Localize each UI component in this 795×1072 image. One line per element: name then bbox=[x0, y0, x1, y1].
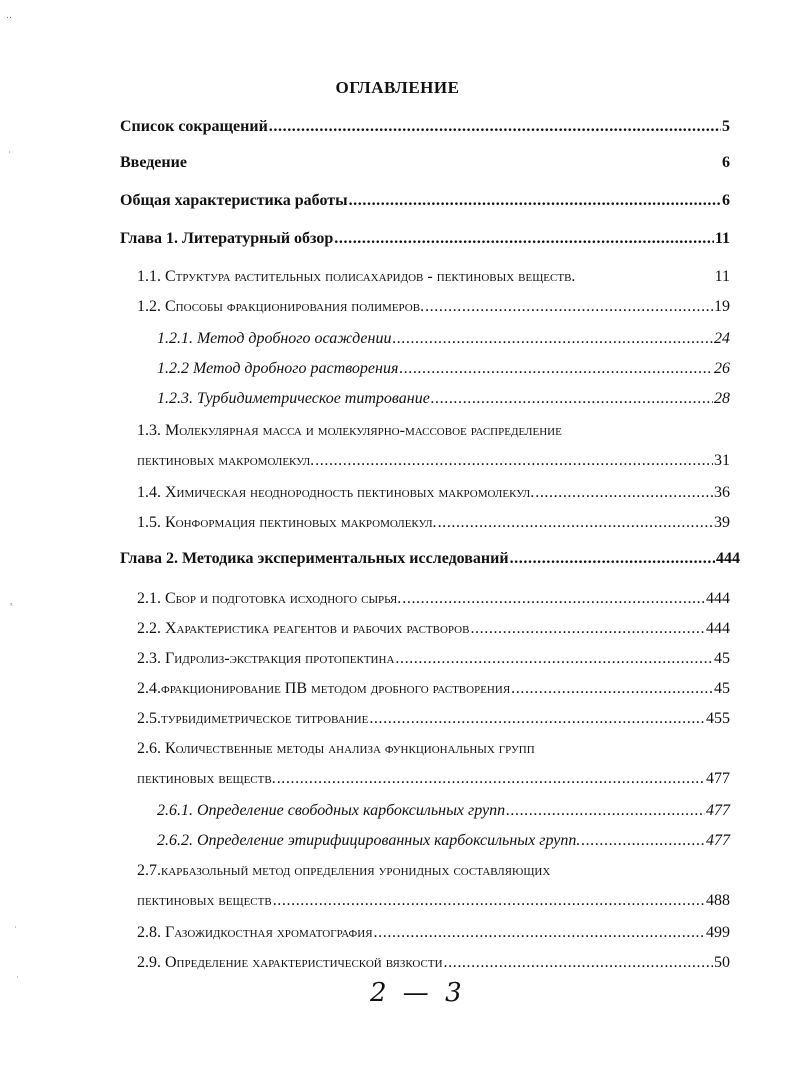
toc-entry-label: 2.9. Определение характеристической вязкости bbox=[137, 954, 443, 971]
toc-entry[interactable] bbox=[157, 330, 730, 348]
toc-entry[interactable] bbox=[157, 360, 730, 378]
toc-leader bbox=[470, 620, 705, 638]
toc-leader bbox=[581, 832, 705, 850]
toc-entry-label: 1.2.1. Метод дробного осаждении bbox=[157, 330, 392, 347]
toc-entry[interactable] bbox=[137, 650, 730, 668]
scan-speck: ‥ bbox=[6, 10, 13, 20]
toc-entry-page: 45 bbox=[714, 680, 730, 697]
toc-leader bbox=[425, 298, 713, 316]
toc-entry[interactable] bbox=[137, 514, 730, 532]
toc-entry-label: 2.4.фракционирование ПВ методом дробного растворения bbox=[137, 680, 511, 697]
toc-entry[interactable] bbox=[120, 154, 730, 172]
toc-entry[interactable] bbox=[120, 230, 730, 248]
handwritten-page-note: 2 — 3 bbox=[370, 978, 466, 1008]
toc-entry-label: пектиновых веществ bbox=[137, 892, 272, 909]
toc-entry[interactable] bbox=[137, 452, 730, 470]
scan-speck: ʾ bbox=[8, 150, 11, 160]
toc-leader bbox=[399, 360, 713, 378]
toc-entry-label: 2.3. Гидролиз-экстракция протопектина bbox=[137, 650, 395, 667]
toc-entry[interactable] bbox=[137, 770, 730, 788]
toc-entry[interactable] bbox=[120, 118, 730, 136]
toc-entry[interactable] bbox=[137, 590, 730, 608]
toc-leader bbox=[374, 924, 705, 942]
toc-entry-page: 488 bbox=[706, 892, 730, 909]
toc-entry-label: 1.2.2 Метод дробного растворения bbox=[157, 360, 399, 377]
toc-entry-page: 45 bbox=[714, 650, 730, 667]
toc-entry-page: 24 bbox=[714, 330, 730, 347]
toc-leader bbox=[369, 710, 705, 728]
toc-entry[interactable] bbox=[137, 862, 730, 880]
toc-leader bbox=[273, 892, 705, 910]
toc-entry-page: 50 bbox=[714, 954, 730, 971]
toc-entry-label: пектиновых макромолекул. bbox=[137, 452, 315, 469]
toc-entry[interactable] bbox=[137, 892, 730, 910]
toc-leader bbox=[431, 390, 713, 408]
toc-entry-page: 477 bbox=[706, 802, 730, 819]
toc-entry-page: 444 bbox=[716, 550, 740, 567]
toc-entry-label: пектиновых веществ. bbox=[137, 770, 276, 787]
toc-entry-page: 26 bbox=[714, 360, 730, 377]
toc-entry-label: Глава 2. Методика экспериментальных исследований bbox=[120, 550, 509, 567]
toc-entry-page: 19 bbox=[714, 298, 730, 315]
toc-entry-label: Список сокращений bbox=[120, 118, 268, 135]
toc-entry[interactable] bbox=[137, 710, 730, 728]
scan-speck: ˣ bbox=[10, 600, 13, 610]
toc-entry-page: 477 bbox=[706, 770, 730, 787]
toc-entry-page: 444 bbox=[706, 620, 730, 637]
toc-entry-page: 5 bbox=[722, 118, 730, 135]
toc-entry-label: 2.5.турбидиметрическое титрование bbox=[137, 710, 369, 727]
toc-entry-page: 499 bbox=[706, 924, 730, 941]
toc-entry-page: 31 bbox=[714, 452, 730, 469]
toc-entry-page: 455 bbox=[706, 710, 730, 727]
toc-entry-page: 477 bbox=[706, 832, 730, 849]
toc-entry-label: 2.6. Количественные методы анализа функциональных групп bbox=[137, 740, 535, 757]
toc-entry-label: Глава 1. Литературный обзор bbox=[120, 230, 334, 247]
toc-leader bbox=[395, 650, 713, 668]
toc-entry-label: 2.1. Сбор и подготовка исходного сырья. bbox=[137, 590, 402, 607]
toc-entry[interactable] bbox=[157, 390, 730, 408]
toc-entry[interactable] bbox=[157, 832, 730, 850]
toc-leader bbox=[349, 192, 721, 210]
toc-entry-label: Введение bbox=[120, 154, 187, 171]
toc-entry-label: 1.3. Молекулярная масса и молекулярно-массовое распределение bbox=[137, 422, 562, 439]
toc-leader bbox=[392, 330, 713, 348]
scan-speck: ʾ bbox=[16, 975, 19, 985]
toc-entry[interactable] bbox=[137, 740, 730, 758]
toc-entry[interactable] bbox=[137, 298, 730, 316]
toc-entry-label: 1.5. Конформация пектиновых макромолекул. bbox=[137, 514, 437, 531]
toc-leader bbox=[315, 452, 713, 470]
toc-entry-page: 39 bbox=[714, 514, 730, 531]
toc-leader bbox=[506, 802, 705, 820]
toc-entry-label: 2.7.карбазольный метод определения уронидных составляющих bbox=[137, 862, 551, 879]
toc-leader bbox=[334, 230, 714, 248]
toc-entry[interactable] bbox=[137, 422, 730, 440]
toc-entry-page: 36 bbox=[714, 484, 730, 501]
toc-entry-label: 2.6.2. Определение этирифицированных карбоксильных групп. bbox=[157, 832, 581, 849]
toc-entry[interactable] bbox=[137, 620, 730, 638]
toc-entry-label: 1.2.3. Турбидиметрическое титрование bbox=[157, 390, 430, 407]
toc-entry-label: 2.6.1. Определение свободных карбоксильных групп bbox=[157, 802, 506, 819]
toc-entry-label: Общая характеристика работы bbox=[120, 192, 348, 209]
toc-entry-page: 11 bbox=[714, 268, 730, 285]
toc-leader bbox=[444, 954, 713, 972]
toc-entry-page: 11 bbox=[714, 230, 730, 247]
toc-entry[interactable] bbox=[137, 680, 730, 698]
toc-entry-label: 2.8. Газожидкостная хроматография bbox=[137, 924, 373, 941]
toc-entry[interactable] bbox=[137, 484, 730, 502]
toc-entry-page: 28 bbox=[714, 390, 730, 407]
toc-entry-label: 1.4. Химическая неоднородность пектиновых макромолекул. bbox=[137, 484, 535, 501]
page-title: ОГЛАВЛЕНИЕ bbox=[335, 78, 460, 97]
toc-leader bbox=[269, 118, 721, 136]
toc-entry[interactable] bbox=[137, 268, 730, 286]
toc-leader bbox=[277, 770, 705, 788]
scan-speck: ʾ bbox=[14, 925, 17, 935]
toc-leader bbox=[511, 680, 713, 698]
toc-leader bbox=[402, 590, 705, 608]
toc-entry[interactable] bbox=[157, 802, 730, 820]
toc-leader bbox=[438, 514, 713, 532]
toc-entry[interactable] bbox=[120, 192, 730, 210]
toc-entry-label: 1.1. Структура растительных полисахаридов - пектиновых веществ. bbox=[137, 268, 576, 285]
toc-entry-label: 1.2. Способы фракционирования полимеров. bbox=[137, 298, 425, 315]
toc-entry-page: 444 bbox=[706, 590, 730, 607]
toc-entry[interactable] bbox=[137, 924, 730, 942]
toc-entry-page: 6 bbox=[722, 192, 730, 209]
toc-leader bbox=[510, 550, 715, 568]
toc-entry[interactable] bbox=[120, 550, 740, 568]
toc-entry-label: 2.2. Характеристика реагентов и рабочих растворов bbox=[137, 620, 470, 637]
toc-entry-page: 6 bbox=[722, 154, 730, 171]
toc-entry[interactable] bbox=[137, 954, 730, 972]
toc-leader bbox=[535, 484, 713, 502]
